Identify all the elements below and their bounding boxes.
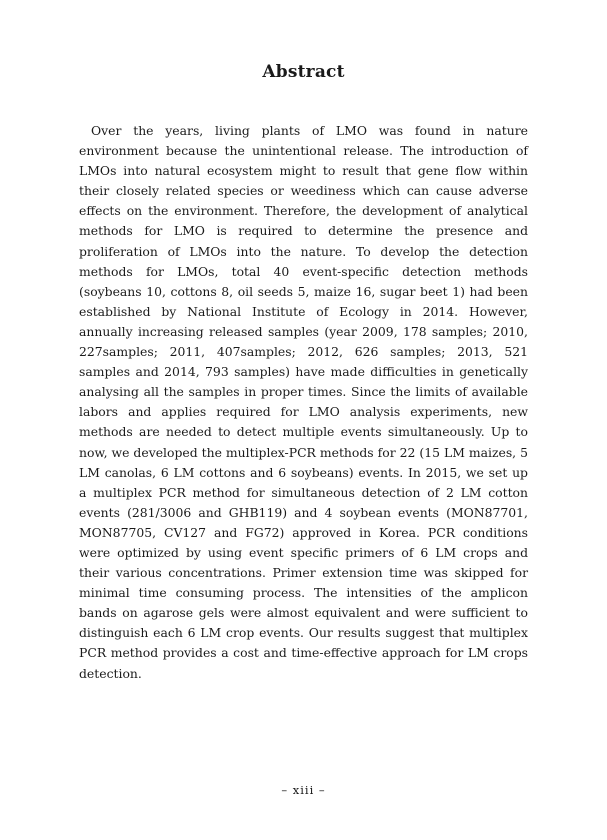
page-number: – xiii – <box>281 783 326 797</box>
abstract-paragraph: Over the years, living plants of LMO was found in nature environment because the unintentional release. The introduction of LMOs into natural ecosystem might to result that gene flow within their closely related species or weediness which can cause adverse effects on the environment. Therefore, the development of analytical methods for LMO is required to determine the presence and proliferation of LMOs into the nature. To develop the detection methods for LMOs, total 40 event-specific detection methods (soybeans 10, cottons 8, oil seeds 5, maize 16, sugar beet 1) had been established by National Institute of Ecology in 2014. However, annually increasing released samples (year 2009, 178 samples; 2010, 227samples; 2011, 407samples; 2012, 626 samples; 2013, 521 samples and 2014, 793 samples) have made difficulties in genetically analysing all the samples in proper times. Since the limits of available labors and applies required for LMO analysis experiments, new methods are needed to detect multiple events simultaneously. Up to now, we developed the multiplex-PCR methods for 22 (15 LM maizes, 5 LM canolas, 6 LM cottons and 6 soybeans) events. In 2015, we set up a multiplex PCR method for simultaneous detection of 2 LM cotton events (281/3006 and GHB119) and 4 soybean events (MON87701, MON87705, CV127 and FG72) approved in Korea. PCR conditions were optimized by using event specific primers of 6 LM crops and their various concentrations. Primer extension time was skipped for minimal time consuming process. The intensities of the amplicon bands on agarose gels were almost equivalent and were sufficient to distinguish each 6 LM crop events. Our results suggest that multiplex PCR method provides a cost and time-effective approach for LM crops detection. <box>79 123 528 681</box>
abstract-title: Abstract <box>262 62 345 82</box>
